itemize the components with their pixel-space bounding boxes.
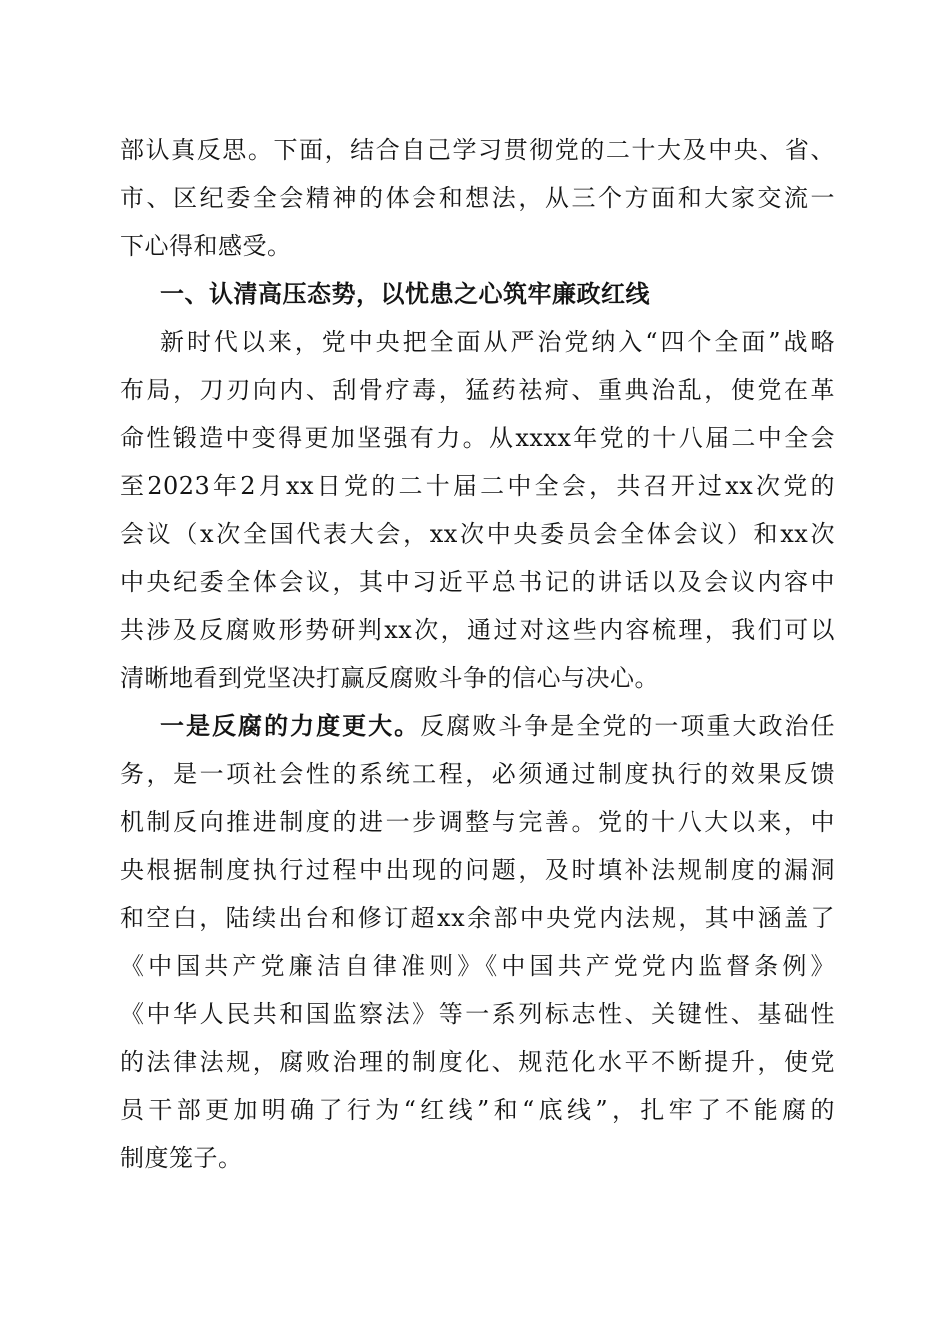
text-line: 机制反向推进制度的进一步调整与完善。党的十八大以来，中 bbox=[120, 808, 835, 836]
section-heading: 一、认清高压态势，以忧患之心筑牢廉政红线 bbox=[160, 280, 650, 308]
text-line: 共涉及反腐败形势研判xx次，通过对这些内容梳理，我们可以 bbox=[120, 616, 835, 644]
paragraph-2 bbox=[120, 318, 835, 702]
text-line: 员干部更加明确了行为“红线”和“底线”，扎牢了不能腐的 bbox=[120, 1096, 835, 1124]
body-text bbox=[120, 126, 835, 1182]
text-line: 《中华人民共和国监察法》等一系列标志性、关键性、基础性 bbox=[120, 1000, 835, 1028]
text-line: 的法律法规，腐败治理的制度化、规范化水平不断提升，使党 bbox=[120, 1048, 835, 1076]
text-line: 市、区纪委全会精神的体会和想法，从三个方面和大家交流一 bbox=[120, 184, 835, 212]
lead-line-rest: 反腐败斗争是全党的一项重大政治任 bbox=[420, 712, 836, 740]
text-line: 和空白，陆续出台和修订超xx余部中央党内法规，其中涵盖了 bbox=[120, 904, 835, 932]
text-line: 中央纪委全体会议，其中习近平总书记的讲话以及会议内容中 bbox=[120, 568, 835, 596]
text-line: 部认真反思。下面，结合自己学习贯彻党的二十大及中央、省、 bbox=[120, 136, 835, 164]
text-line: 央根据制度执行过程中出现的问题，及时填补法规制度的漏洞 bbox=[120, 856, 835, 884]
text-line: 至2023年2月xx日党的二十届二中全会，共召开过xx次党的 bbox=[120, 472, 835, 500]
text-line: 制度笼子。 bbox=[120, 1144, 243, 1172]
paragraph-1 bbox=[120, 126, 835, 270]
text-line: 布局，刀刃向内、刮骨疗毒，猛药祛疴、重典治乱，使党在革 bbox=[120, 376, 835, 404]
text-line: 命性锻造中变得更加坚强有力。从xxxx年党的十八届二中全会 bbox=[120, 424, 835, 452]
text-line: 下心得和感受。 bbox=[120, 232, 292, 260]
text-line: 会议（x次全国代表大会，xx次中央委员会全体会议）和xx次 bbox=[120, 520, 835, 548]
text-line: 清晰地看到党坚决打赢反腐败斗争的信心与决心。 bbox=[120, 664, 659, 692]
paragraph-3 bbox=[120, 702, 835, 1182]
paragraph-lead: 一是反腐的力度更大。 bbox=[160, 711, 421, 740]
text-line: 新时代以来，党中央把全面从严治党纳入“四个全面”战略 bbox=[160, 328, 835, 356]
text-line bbox=[120, 702, 835, 750]
text-line: 务，是一项社会性的系统工程，必须通过制度执行的效果反馈 bbox=[120, 760, 835, 788]
text-line: 《中国共产党廉洁自律准则》《中国共产党党内监督条例》 bbox=[120, 952, 835, 980]
